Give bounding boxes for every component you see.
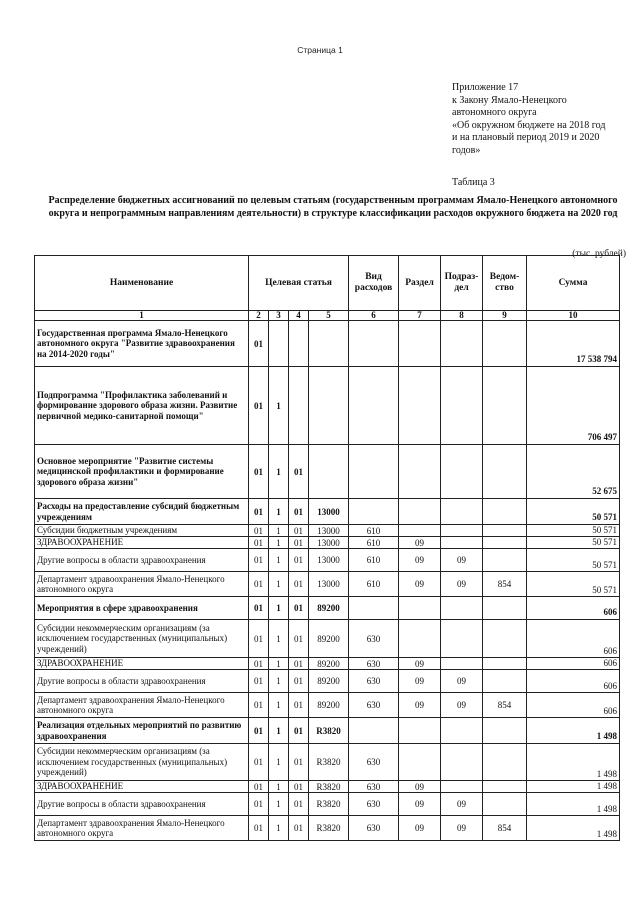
target-activity xyxy=(289,321,309,367)
department-code xyxy=(483,781,527,793)
target-direction: 13000 xyxy=(309,537,349,549)
subsection: 09 xyxy=(441,816,483,841)
target-section: 01 xyxy=(249,793,269,816)
header-vedomstvo: Ведом-ство xyxy=(483,256,527,311)
table-row xyxy=(35,597,620,620)
table-row xyxy=(35,572,620,597)
expense-type xyxy=(349,321,399,367)
units-label: (тыс. рублей) xyxy=(572,249,626,259)
target-subprogram: 1 xyxy=(269,597,289,620)
col-number: 2 xyxy=(249,311,269,321)
target-activity: 01 xyxy=(289,744,309,781)
subsection: 09 xyxy=(441,793,483,816)
target-subprogram: 1 xyxy=(269,718,289,744)
expense-type: 630 xyxy=(349,781,399,793)
target-subprogram: 1 xyxy=(269,658,289,670)
target-section: 01 xyxy=(249,658,269,670)
subsection xyxy=(441,445,483,499)
page-label: Страница 1 xyxy=(297,45,343,55)
expense-type xyxy=(349,367,399,445)
target-section: 01 xyxy=(249,572,269,597)
target-direction xyxy=(309,445,349,499)
target-activity: 01 xyxy=(289,670,309,693)
target-activity xyxy=(289,367,309,445)
target-direction: R3820 xyxy=(309,793,349,816)
amount: 1 498 xyxy=(527,744,620,781)
target-activity: 01 xyxy=(289,525,309,537)
row-name: Расходы на предоставление субсидий бюджетным учреждениям xyxy=(35,499,249,525)
expense-type: 610 xyxy=(349,549,399,572)
target-activity: 01 xyxy=(289,597,309,620)
department-code xyxy=(483,367,527,445)
expense-type xyxy=(349,445,399,499)
expense-type: 630 xyxy=(349,658,399,670)
department-code xyxy=(483,620,527,658)
target-direction: 13000 xyxy=(309,549,349,572)
section xyxy=(399,445,441,499)
subsection xyxy=(441,597,483,620)
target-activity: 01 xyxy=(289,499,309,525)
expense-type: 610 xyxy=(349,537,399,549)
section: 09 xyxy=(399,670,441,693)
section: 09 xyxy=(399,537,441,549)
target-section: 01 xyxy=(249,670,269,693)
header-row xyxy=(35,256,620,311)
target-direction: 13000 xyxy=(309,499,349,525)
department-code xyxy=(483,597,527,620)
section xyxy=(399,718,441,744)
target-direction: R3820 xyxy=(309,781,349,793)
target-section: 01 xyxy=(249,597,269,620)
table-row xyxy=(35,549,620,572)
table-row xyxy=(35,525,620,537)
target-section: 01 xyxy=(249,744,269,781)
amount: 606 xyxy=(527,597,620,620)
target-section: 01 xyxy=(249,781,269,793)
amount: 606 xyxy=(527,693,620,718)
target-activity: 01 xyxy=(289,620,309,658)
row-name: Основное мероприятие "Развитие системы медицинской профилактики и формирование здорового образа жизни" xyxy=(35,445,249,499)
row-name: Другие вопросы в области здравоохранения xyxy=(35,549,249,572)
table-number: Таблица 3 xyxy=(452,177,495,188)
appendix-line: годов» xyxy=(452,144,481,156)
header-razdel: Раздел xyxy=(399,256,441,311)
department-code xyxy=(483,718,527,744)
target-direction: 89200 xyxy=(309,658,349,670)
target-section: 01 xyxy=(249,620,269,658)
target-section: 01 xyxy=(249,718,269,744)
table-row xyxy=(35,658,620,670)
col-number: 10 xyxy=(527,311,620,321)
section xyxy=(399,525,441,537)
expense-type: 610 xyxy=(349,525,399,537)
target-direction: R3820 xyxy=(309,816,349,841)
section xyxy=(399,620,441,658)
target-subprogram: 1 xyxy=(269,793,289,816)
target-subprogram: 1 xyxy=(269,693,289,718)
target-subprogram: 1 xyxy=(269,537,289,549)
document-title: Распределение бюджетных ассигнований по целевым статьям (государственным программам Ямало-Ненецкого автономного округа и непрограммным направлениям деятельности) в структуре классификации расходов окружного бюджета на 2020 год xyxy=(48,195,618,219)
target-subprogram: 1 xyxy=(269,499,289,525)
target-direction: 13000 xyxy=(309,572,349,597)
section xyxy=(399,367,441,445)
target-section: 01 xyxy=(249,693,269,718)
row-name: Мероприятия в сфере здравоохранения xyxy=(35,597,249,620)
subsection xyxy=(441,537,483,549)
department-code xyxy=(483,445,527,499)
section: 09 xyxy=(399,781,441,793)
target-subprogram: 1 xyxy=(269,367,289,445)
row-name: Субсидии некоммерческим организациям (за исключением государственных (муниципальных) учреждений) xyxy=(35,744,249,781)
target-section: 01 xyxy=(249,445,269,499)
amount: 52 675 xyxy=(527,445,620,499)
target-direction: 89200 xyxy=(309,693,349,718)
column-number-row xyxy=(35,311,620,321)
target-activity: 01 xyxy=(289,781,309,793)
expense-type: 630 xyxy=(349,816,399,841)
target-subprogram: 1 xyxy=(269,549,289,572)
target-subprogram: 1 xyxy=(269,670,289,693)
section: 09 xyxy=(399,549,441,572)
target-activity: 01 xyxy=(289,572,309,597)
expense-type: 630 xyxy=(349,793,399,816)
amount: 50 571 xyxy=(527,499,620,525)
expense-type: 630 xyxy=(349,744,399,781)
target-section: 01 xyxy=(249,549,269,572)
amount: 1 498 xyxy=(527,816,620,841)
col-number: 4 xyxy=(289,311,309,321)
department-code xyxy=(483,744,527,781)
row-name: Подпрограмма "Профилактика заболеваний и формирование здорового образа жизни. Развитие первичной медико-санитарной помощи" xyxy=(35,367,249,445)
department-code xyxy=(483,549,527,572)
budget-table xyxy=(34,255,620,841)
target-direction: 13000 xyxy=(309,525,349,537)
target-direction: 89200 xyxy=(309,597,349,620)
subsection xyxy=(441,718,483,744)
table-row xyxy=(35,620,620,658)
subsection xyxy=(441,781,483,793)
target-activity: 01 xyxy=(289,793,309,816)
subsection: 09 xyxy=(441,670,483,693)
appendix-line: к Закону Ямало-Ненецкого xyxy=(452,94,567,106)
subsection: 09 xyxy=(441,693,483,718)
amount: 17 538 794 xyxy=(527,321,620,367)
col-number: 8 xyxy=(441,311,483,321)
col-number: 3 xyxy=(269,311,289,321)
header-vid: Вид расходов xyxy=(349,256,399,311)
expense-type: 630 xyxy=(349,620,399,658)
row-name: Департамент здравоохранения Ямало-Ненецкого автономного округа xyxy=(35,572,249,597)
target-subprogram: 1 xyxy=(269,572,289,597)
appendix-line: и на плановый период 2019 и 2020 xyxy=(452,132,600,144)
department-code xyxy=(483,537,527,549)
target-direction: 89200 xyxy=(309,670,349,693)
row-name: Государственная программа Ямало-Ненецкого автономного округа "Развитие здравоохранения на 2014-2020 годы" xyxy=(35,321,249,367)
row-name: Департамент здравоохранения Ямало-Ненецкого автономного округа xyxy=(35,693,249,718)
table-row xyxy=(35,718,620,744)
department-code xyxy=(483,793,527,816)
subsection xyxy=(441,658,483,670)
target-subprogram: 1 xyxy=(269,781,289,793)
expense-type: 610 xyxy=(349,572,399,597)
target-subprogram: 1 xyxy=(269,525,289,537)
header-summa: Сумма xyxy=(527,256,620,311)
section: 09 xyxy=(399,658,441,670)
target-activity: 01 xyxy=(289,549,309,572)
subsection xyxy=(441,499,483,525)
amount: 50 571 xyxy=(527,525,620,537)
amount: 50 571 xyxy=(527,572,620,597)
row-name: Другие вопросы в области здравоохранения xyxy=(35,670,249,693)
target-section: 01 xyxy=(249,367,269,445)
appendix-line: Приложение 17 xyxy=(452,82,519,93)
table-row xyxy=(35,693,620,718)
row-name: Другие вопросы в области здравоохранения xyxy=(35,793,249,816)
expense-type xyxy=(349,718,399,744)
row-name: Департамент здравоохранения Ямало-Ненецкого автономного округа xyxy=(35,816,249,841)
header-podrazdel: Подраз-дел xyxy=(441,256,483,311)
subsection xyxy=(441,620,483,658)
section: 09 xyxy=(399,793,441,816)
table-row xyxy=(35,445,620,499)
section xyxy=(399,744,441,781)
expense-type: 630 xyxy=(349,670,399,693)
header-target: Целевая статья xyxy=(249,256,349,311)
department-code xyxy=(483,658,527,670)
target-activity: 01 xyxy=(289,445,309,499)
target-section: 01 xyxy=(249,499,269,525)
target-activity: 01 xyxy=(289,658,309,670)
col-number: 6 xyxy=(349,311,399,321)
amount: 606 xyxy=(527,620,620,658)
expense-type xyxy=(349,499,399,525)
col-number: 5 xyxy=(309,311,349,321)
row-name: Реализация отдельных мероприятий по развитию здравоохранения xyxy=(35,718,249,744)
row-name: Субсидии бюджетным учреждениям xyxy=(35,525,249,537)
table-row xyxy=(35,367,620,445)
target-section: 01 xyxy=(249,816,269,841)
target-section: 01 xyxy=(249,321,269,367)
amount: 50 571 xyxy=(527,537,620,549)
section xyxy=(399,597,441,620)
subsection: 09 xyxy=(441,549,483,572)
table-row xyxy=(35,744,620,781)
section xyxy=(399,321,441,367)
row-name: ЗДРАВООХРАНЕНИЕ xyxy=(35,537,249,549)
table-row xyxy=(35,670,620,693)
amount: 1 498 xyxy=(527,781,620,793)
department-code: 854 xyxy=(483,816,527,841)
subsection: 09 xyxy=(441,572,483,597)
target-activity: 01 xyxy=(289,816,309,841)
col-number: 7 xyxy=(399,311,441,321)
section: 09 xyxy=(399,572,441,597)
target-direction: 89200 xyxy=(309,620,349,658)
amount: 1 498 xyxy=(527,718,620,744)
col-number: 9 xyxy=(483,311,527,321)
amount: 606 xyxy=(527,670,620,693)
table-row xyxy=(35,499,620,525)
department-code xyxy=(483,525,527,537)
target-subprogram: 1 xyxy=(269,445,289,499)
target-subprogram: 1 xyxy=(269,816,289,841)
row-name: ЗДРАВООХРАНЕНИЕ xyxy=(35,658,249,670)
amount: 606 xyxy=(527,658,620,670)
header-name: Наименование xyxy=(35,256,249,311)
target-subprogram: 1 xyxy=(269,620,289,658)
target-subprogram: 1 xyxy=(269,744,289,781)
target-section: 01 xyxy=(249,537,269,549)
section xyxy=(399,499,441,525)
table-row xyxy=(35,537,620,549)
col-number: 1 xyxy=(35,311,249,321)
table-row xyxy=(35,781,620,793)
target-direction xyxy=(309,367,349,445)
target-direction: R3820 xyxy=(309,744,349,781)
row-name: ЗДРАВООХРАНЕНИЕ xyxy=(35,781,249,793)
department-code xyxy=(483,670,527,693)
amount: 1 498 xyxy=(527,793,620,816)
subsection xyxy=(441,321,483,367)
row-name: Субсидии некоммерческим организациям (за исключением государственных (муниципальных) учреждений) xyxy=(35,620,249,658)
subsection xyxy=(441,367,483,445)
table-row xyxy=(35,321,620,367)
subsection xyxy=(441,744,483,781)
department-code xyxy=(483,321,527,367)
department-code xyxy=(483,499,527,525)
table-row xyxy=(35,816,620,841)
expense-type: 630 xyxy=(349,693,399,718)
section: 09 xyxy=(399,816,441,841)
department-code: 854 xyxy=(483,572,527,597)
expense-type xyxy=(349,597,399,620)
target-activity: 01 xyxy=(289,537,309,549)
target-activity: 01 xyxy=(289,718,309,744)
appendix-line: «Об окружном бюджете на 2018 год xyxy=(452,119,606,131)
appendix-block xyxy=(452,82,632,158)
target-direction: R3820 xyxy=(309,718,349,744)
appendix-line: автономного округа xyxy=(452,107,537,119)
section: 09 xyxy=(399,693,441,718)
amount: 50 571 xyxy=(527,549,620,572)
amount: 706 497 xyxy=(527,367,620,445)
target-subprogram xyxy=(269,321,289,367)
target-direction xyxy=(309,321,349,367)
table-row xyxy=(35,793,620,816)
department-code: 854 xyxy=(483,693,527,718)
target-section: 01 xyxy=(249,525,269,537)
subsection xyxy=(441,525,483,537)
target-activity: 01 xyxy=(289,693,309,718)
